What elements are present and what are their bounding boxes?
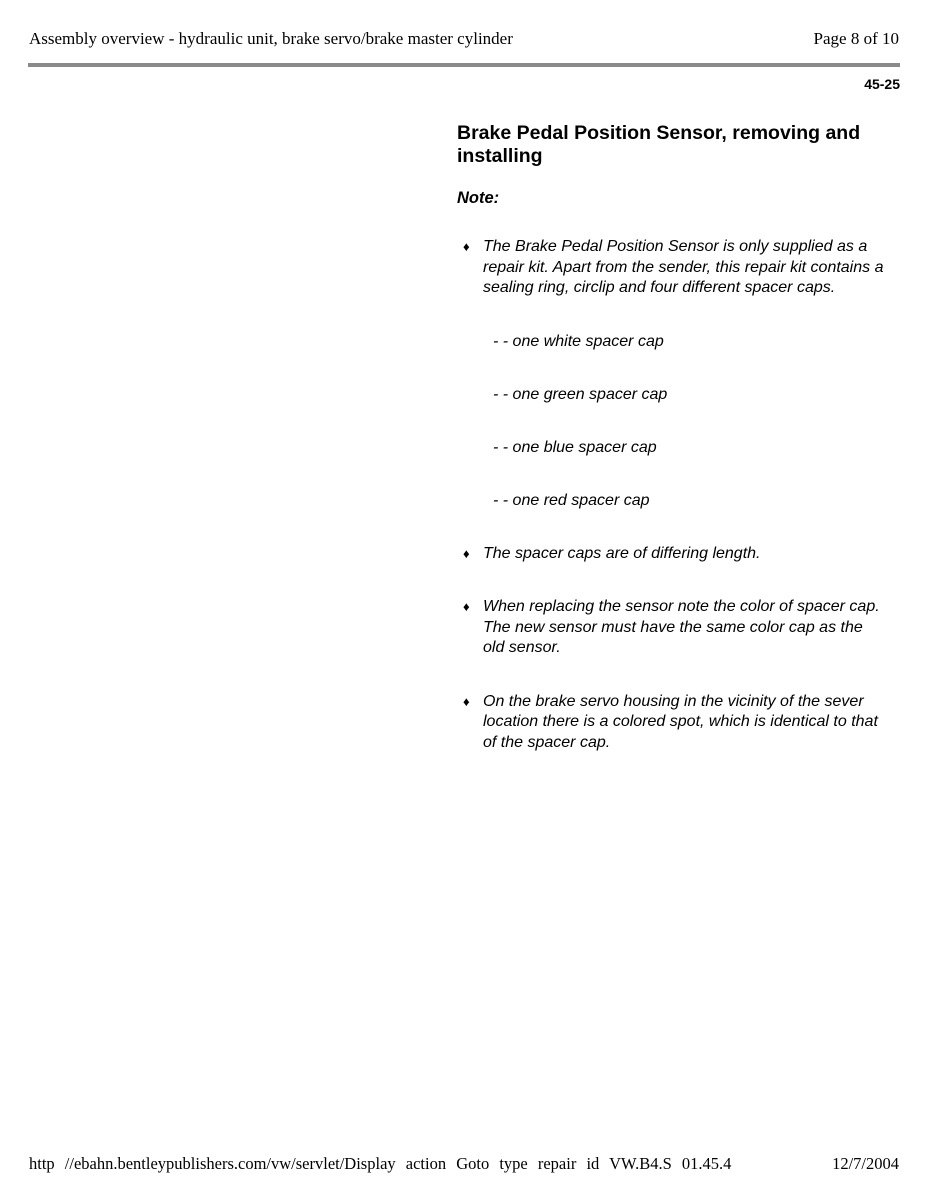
procedure-content — [457, 122, 887, 753]
diamond-bullet-icon: ♦ — [463, 239, 470, 254]
spacer-cap-item: - - one white spacer cap — [493, 332, 664, 350]
source-url: http //ebahn.bentleypublishers.com/vw/servlet/Display action Goto type repair id VW.B4.S 01.45.4 — [29, 1154, 732, 1173]
bullet-text: On the brake servo housing in the vicinity of the sever location there is a colored spot, which is identical to that of the spacer cap. — [483, 692, 878, 751]
spacer-cap-item: - - one red spacer cap — [493, 491, 650, 509]
diamond-bullet-icon: ♦ — [463, 693, 470, 709]
bullet-text: When replacing the sensor note the color of spacer cap. The new sensor must have the same color cap as the old sensor. — [483, 598, 880, 656]
bullet-item — [457, 597, 887, 659]
document-header-title: Assembly overview - hydraulic unit, brake servo/brake master cylinder — [29, 29, 513, 48]
spacer-cap-item: - - one green spacer cap — [493, 385, 668, 403]
note-label: Note: — [457, 189, 500, 207]
diamond-bullet-icon: ♦ — [463, 599, 470, 614]
bullet-item — [457, 692, 887, 754]
page-indicator: Page 8 of 10 — [813, 29, 899, 48]
section-number: 45-25 — [864, 76, 900, 92]
bullet-item — [457, 237, 887, 299]
diamond-bullet-icon: ♦ — [463, 545, 470, 561]
bullet-text: The Brake Pedal Position Sensor is only supplied as a repair kit. Apart from the sender, this repair kit contains a sealing ring, circlip and four different spacer caps. — [483, 238, 884, 296]
header-divider — [28, 63, 900, 67]
print-date: 12/7/2004 — [832, 1154, 899, 1173]
procedure-title: Brake Pedal Position Sensor, removing and installing — [457, 122, 861, 167]
spacer-cap-item: - - one blue spacer cap — [493, 438, 657, 456]
bullet-text: The spacer caps are of differing length. — [483, 544, 761, 562]
bullet-item — [457, 544, 887, 565]
